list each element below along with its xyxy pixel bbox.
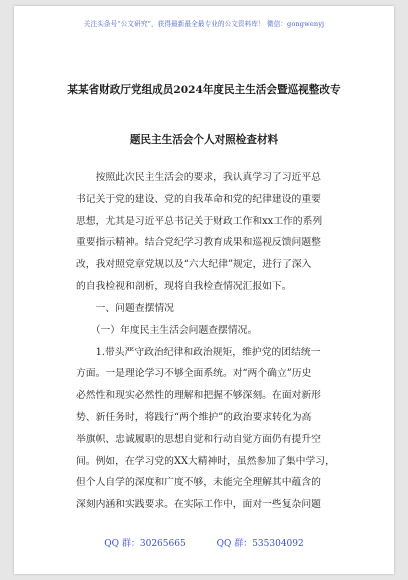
text-line: 思想，尤其是习近平总书记关于财政工作和xx工作的系列 [76,215,323,227]
footer-qq-group-2: QQ 群：535304092 [216,539,304,549]
intro-paragraph [76,167,360,298]
document-title-line-1: 某某省财政厅党组成员2024年度民主生活会暨巡视整改专 [67,84,341,96]
section-heading: 一、问题查摆情况 [76,303,174,314]
text-line: 书记关于党的建设、党的自我革命和党的纪律建设的重要 [76,193,321,205]
text-line: 举旗帜、忠诚履职的思想自觉和行动自觉方面仍有提升空 [76,433,321,445]
text-line: 方面。一是理论学习不够全面系统。对“两个确立”历史 [76,368,312,380]
subsection-heading: （一）年度民主生活会问题查摆情况。 [76,324,258,336]
text-line: 改，我对照党章党规以及“六大纪律”规定，进行了深入 [76,259,312,271]
document-title-line-2: 题民主生活会个人对照检查材料 [129,134,279,146]
text-line: 按照此次民主生活会的要求，我认真学习了习近平总 [76,172,321,183]
text-line: 势、新任务时，将践行“两个维护”的政治要求转化为高 [76,411,312,423]
text-line: 必然性和现实必然性的理解和把握不够深刻。在面对新形 [76,390,321,402]
header-watermark: 关注头条号“公文研究”，获得最新最全最专业的公文资料库！ 微信：gongwenyj [83,20,325,28]
problem-section [76,298,360,516]
footer-qq-group-1: QQ 群：30265665 [104,539,186,549]
text-line: 但个人自学的深度和广度不够，未能完全理解其中蕴含的 [76,477,321,489]
text-line: 的自我检视和剖析，现将自我检查情况汇报如下。 [76,280,292,292]
footer-watermark [14,536,394,549]
text-line: 深刻内涵和实践要求。在实际工作中，面对一些复杂问题 [76,499,321,511]
text-line: 1.带头严守政治纪律和政治规矩，维护党的团结统一 [76,346,321,358]
text-line: 重要指示精神。结合党纪学习教育成果和巡视反馈问题整 [76,237,321,249]
text-line: 间。例如，在学习党的XX大精神时，虽然参加了集中学习， [76,455,335,467]
document-page [14,6,394,574]
